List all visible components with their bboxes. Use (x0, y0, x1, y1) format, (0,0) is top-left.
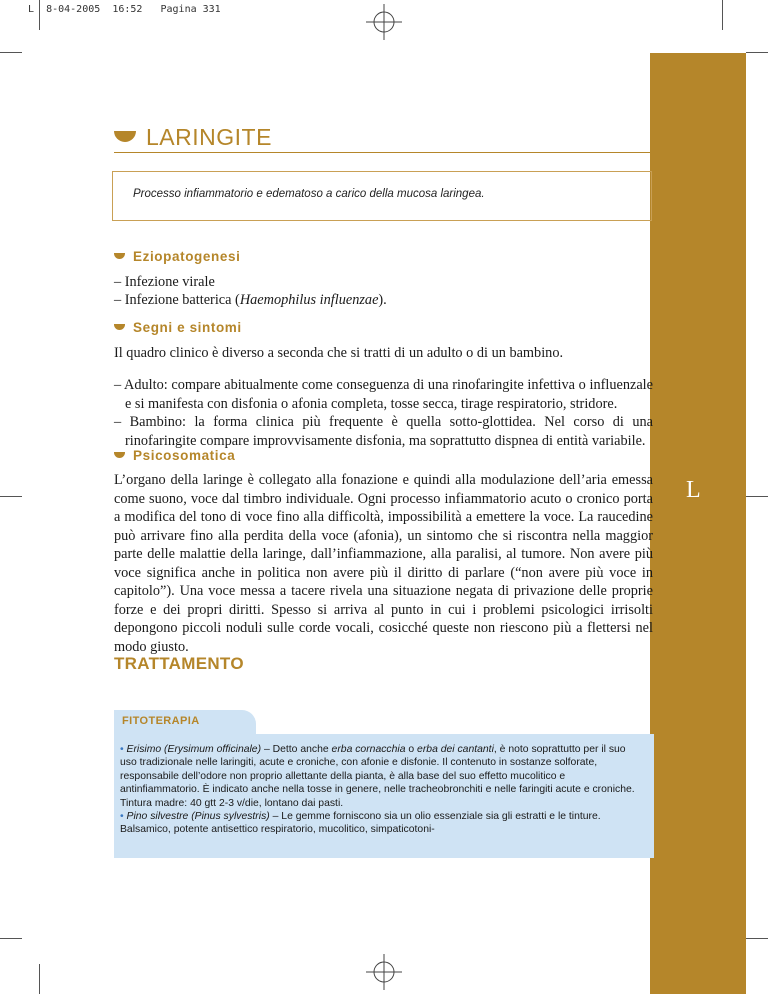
title-rule (114, 152, 653, 153)
bowl-icon (114, 324, 125, 330)
crop-mark (0, 496, 22, 497)
bullet-icon: • (120, 811, 127, 823)
crop-mark (746, 496, 768, 497)
crop-mark (39, 964, 40, 994)
entry-text: – Detto anche (261, 744, 332, 755)
page-title (114, 124, 272, 151)
crop-mark (746, 52, 768, 53)
species-name: Haemophilus influenzae (239, 292, 379, 308)
entry-text-italic: erba cornacchia (331, 744, 406, 755)
crop-mark (39, 0, 40, 30)
print-header-time: 16:52 (112, 4, 143, 15)
entry-text: , è noto soprattutto per il suo uso tradizionale nelle laringiti, acute e croniche, con afonie e disfonie. Il contenuto in sostanze solforate, responsabile dell’odore non proprio allettante della pianta, è alla base del suo effetto mucolitico e antinfiammatorio. È indicato anche nella tosse in genere, nelle tracheobronchiti e nelle faringiti acute e croniche. Tintura madre: 40 gtt 2-3 v/die, lontano dai pasti. (120, 744, 635, 809)
entry-text: – Le gemme forniscono sia un olio essenziale sia gli estratti e le tinture. Balsamico, potente antisettico respiratorio, mucolitico, simpaticotoni- (120, 811, 601, 836)
print-header (28, 4, 221, 15)
section-heading-psicosomatica (114, 448, 235, 463)
fitoterapia-entry-pino (120, 810, 644, 837)
crop-mark (722, 0, 723, 30)
print-header-letter: L (28, 4, 35, 15)
list-item (114, 291, 387, 310)
entry-text: o (405, 744, 418, 755)
list-item: – Infezione virale (114, 274, 215, 290)
section-heading-segni (114, 320, 242, 335)
print-header-page: Pagina 331 (160, 4, 221, 15)
section-heading-text: Segni e sintomi (133, 320, 242, 335)
plant-name: Erisimo (Erysimum officinale) (126, 744, 262, 755)
side-tab (650, 53, 746, 994)
registration-mark-bottom-icon (364, 952, 404, 992)
bowl-icon (114, 253, 125, 259)
fitoterapia-entry-erisimo (120, 743, 644, 810)
list-item-text: ). (378, 292, 387, 308)
bowl-icon (114, 131, 136, 142)
registration-mark-top-icon (364, 2, 404, 42)
section-heading-eziopatogenesi (114, 249, 240, 264)
fitoterapia-text (120, 743, 644, 837)
crop-mark (0, 52, 22, 53)
page-title-text: LARINGITE (146, 124, 272, 150)
section-heading-text: Psicosomatica (133, 448, 236, 463)
list-item-text: – Infezione batterica ( (114, 292, 240, 308)
section-heading-text: Eziopatogenesi (133, 249, 241, 264)
paragraph-psicosomatica: L’organo della laringe è collegato alla fonazione e quindi alla modulazione dell’aria emessa come suono, voce dal timbro individuale. Ogni processo infiammatorio acuto o cronico porta a modifica del tono di voce fino alla difficoltà, impossibilità a emettere la voce. La raucedine può arrivare fino alla perdita della voce (afonia), un sintomo che si riscontra nella maggior parte delle malattie della laringe, dall’infiammazione, alla paralisi, al tumore. Non avere più voce significa anche in politica non avere più il diritto di parlare (“non avere più voce in capitolo”). Una voce messa a tacere rivela una situazione negata di privazione delle proprie forze e dei propri diritti. Spesso si arriva al punto in cui i problemi psicologici irrisolti depongono piccoli noduli sulle corde vocali, cosicché queste non riescono più a flettersi nel modo giusto. (114, 472, 653, 655)
side-tab-letter: L (686, 477, 701, 503)
entry-text-italic: erba dei cantanti (417, 744, 494, 755)
paragraph: Il quadro clinico è diverso a seconda che si tratti di un adulto o di un bambino. (114, 345, 564, 361)
treatment-heading: TRATTAMENTO (114, 654, 244, 673)
list-item-bambino: – Bambino: la forma clinica più frequente è quella sotto-glottidea. Nel corso di una rinofaringite compare improvvisamente disfonia, ma soprattutto dispnea di entità variabile. (114, 414, 653, 449)
plant-name: Pino silvestre (Pinus sylvestris) (126, 811, 270, 823)
definition-text: Processo infiammatorio e edematoso a carico della mucosa laringea. (133, 188, 485, 200)
list-item-adulto: – Adulto: compare abitualmente come conseguenza di una rinofaringite infettiva o influenzale e si manifesta con disfonia o afonia completa, tosse secca, tirage respiratorio, stridore. (114, 377, 653, 412)
print-header-date: 8-04-2005 (46, 4, 101, 15)
bowl-icon (114, 452, 125, 458)
fitoterapia-label: FITOTERAPIA (122, 715, 200, 727)
crop-mark (746, 938, 768, 939)
bullet-icon: • (120, 744, 127, 755)
crop-mark (0, 938, 22, 939)
